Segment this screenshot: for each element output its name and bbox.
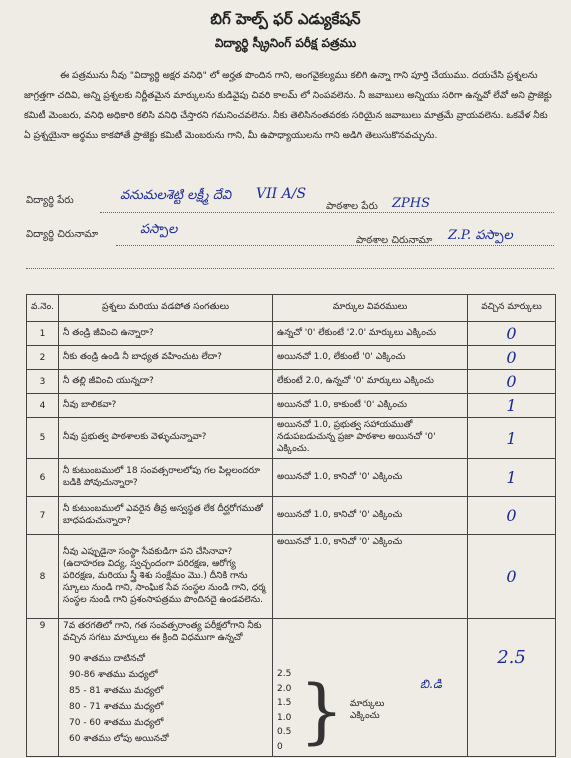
row-number: 4 — [27, 394, 59, 418]
screening-table — [26, 294, 556, 757]
marks-scale — [277, 667, 463, 754]
table-row — [27, 497, 556, 535]
header-marks: మార్కుల వివరములు — [273, 295, 468, 322]
row-question: నీవు ఎప్పుడైనా సంస్థా సేవకుడిగా పని చేసినావా? (ఉదాహరణ విద్య, స్వచ్ఛందంగా పరిరక్షణ, ఆరోగ్య పరిరక్షణ, మరియు స్త్రీ శిశు సంక్షేమం మొ.) దీనికి గాను స్కూలు నుండి గాని, సాంఘిక సేవ సంస్థల నుండి గాని, ధర్మ సంస్థల నుండి గాని ప్రశంసాపత్రము పొందినదై ఉండవలెను. — [59, 535, 273, 619]
row-marks-rule: అయినచో 1.0, ప్రభుత్వ సహాయముతో నడుపబడుచున్న ప్రజా పాఠశాల అయినచో '0' ఎక్కించు. — [273, 418, 468, 459]
school-name-label: పాఠశాల పేరు — [326, 201, 378, 212]
header-serial: వ.నెం. — [27, 295, 59, 322]
row-marks-rule: ఉన్నచో '0' లేకుంటే '2.0' మార్కులు ఎక్కించు — [273, 322, 468, 346]
table-row — [27, 418, 556, 459]
row-number: 8 — [27, 535, 59, 619]
school-address-label: పాఠశాల చిరునామా — [356, 235, 433, 246]
row-score: 1 — [506, 396, 517, 415]
student-name-field — [26, 194, 74, 208]
band-item: 80 - 71 శాతము మధ్యలో — [69, 702, 164, 712]
row-marks-rule: లేకుంటే 2.0, ఉన్నచో '0' మార్కులు ఎక్కించు — [273, 370, 468, 394]
table-row — [27, 619, 556, 757]
table-row — [27, 370, 556, 394]
row-marks-rule: అయినచో 1.0, కాకుంటే '0' ఎక్కించు — [273, 394, 468, 418]
row-score: 0 — [506, 567, 517, 586]
band-item: 85 - 81 శాతము మధ్యలో — [69, 686, 164, 696]
row-number: 2 — [27, 346, 59, 370]
row-number: 9 — [27, 619, 59, 757]
student-name-value: వనుమలశెట్టి లక్ష్మీ దేవి — [120, 188, 232, 203]
row-question: నీ కుటుంబములో ఎవరైన తీవ్ర అస్వస్థత లేక దీర్ఘరోగముతో బాధపడుచున్నారా? — [59, 497, 273, 535]
band-item: 90 శాతము దాటినచో — [69, 654, 146, 664]
school-address-value: Z.P. పస్పాల — [448, 228, 513, 243]
row-number: 3 — [27, 370, 59, 394]
form-title: విద్యార్థి స్క్రీనింగ్ పరీక్ష పత్రము — [214, 36, 357, 50]
row-score: 0 — [506, 348, 517, 367]
row-score: 1 — [506, 428, 517, 448]
scale-caption: మార్కులు ఎక్కించు — [349, 698, 385, 721]
header-question: ప్రశ్నలు మరియు వడపోత సంగతులు — [59, 295, 273, 322]
header-score: వచ్చిన మార్కులు — [468, 295, 556, 322]
row-number: 7 — [27, 497, 59, 535]
student-address-label: విద్యార్థి చిరునామా — [26, 229, 99, 240]
row-question: 7వ తరగతిలో గాని, గత సంవత్సరాంత్య పరీక్షలోగాని నీకు వచ్చిన సగటు మార్కులు ఈ క్రింది విధముగా ఉన్నచో — [63, 621, 262, 643]
scale-value: 1.0 — [277, 712, 292, 723]
student-class-value: VII A/S — [256, 186, 307, 202]
instructions-paragraph: ఈ పత్రమును నీవు "విద్యార్థి అక్షర వనిధి" లో అర్హత పొందిన గాని, అంగవైకల్యము కలిగి ఉన్నా గాని పూర్తి చేయుము. దయచేసి ప్రశ్నలను జాగ్రత్తగా చదివి, అన్ని ప్రశ్నలకు నిర్ణీతమైన మార్కులను కుడివైపు చివరి కాలమ్ లో నింపవలెను. నీ జవాబులు అన్నియు సరిగా ఉన్నవో లేవో అని ప్రాజెక్టు కమిటీ మెంబరు, వనిధి అధికారి కలిసి వనిధి చేస్తారని గమనించవలెను. నీకు తెలిసినంతవరకు సరియైన జవాబులు మాత్రమే వ్రాయవలెను. ఒకవేళ నీకు ఏ ప్రశ్నయైనా అర్థము కాకపోతే ప్రాజెక్టు కమిటీ మెంబరును గాని, మీ ఉపాధ్యాయులను గాని అడిగి తెలుసుకొనవచ్చును. — [24, 70, 552, 141]
percentage-bands — [69, 651, 268, 747]
band-item: 70 - 60 శాతము మధ్యలో — [69, 718, 164, 728]
band-item: 90-86 శాతము మధ్యలో — [69, 670, 158, 680]
scale-value: 1.5 — [277, 698, 292, 708]
row-question: నీ కుటుంబములో 18 సంవత్సరాలలోపు గల పిల్లలందరూ బడికి పోవుచున్నారా? — [59, 459, 273, 497]
scale-value: 2.0 — [277, 683, 292, 694]
row-question: నీవు బాలికవా? — [59, 394, 273, 418]
scale-values — [277, 667, 291, 754]
student-address-value: పస్పాల — [140, 222, 178, 237]
row-question: నీకు తండ్రి ఉండి నీ బాధ్యత వహించుట లేదా? — [59, 346, 273, 370]
row-marks-rule: అయినచో 1.0, కానిచో '0' ఎక్కించు — [273, 497, 468, 535]
scale-value: 2.5 — [277, 669, 292, 679]
table-row — [27, 322, 556, 346]
row-question: నీ తండ్రి జీవించి ఉన్నారా? — [59, 322, 273, 346]
handwritten-tick: బి.డి — [419, 677, 442, 691]
row-marks-rule: అయినచో 1.0, లేకుంటే '0' ఎక్కించు — [273, 346, 468, 370]
row-number: 6 — [27, 459, 59, 497]
student-address-field — [26, 228, 98, 242]
row-score: 0 — [506, 324, 517, 343]
table-header-row — [27, 295, 556, 322]
row-marks-rule: అయినచో 1.0, కానిచో '0' ఎక్కించు — [273, 459, 468, 497]
row-question: నీ తల్లి జీవించి యున్నదా? — [59, 370, 273, 394]
org-title: బిగ్ హెల్ప్ ఫర్ ఎడ్యుకేషన్ — [210, 10, 361, 28]
row-score: 1 — [506, 468, 517, 487]
curly-brace: } — [299, 669, 344, 752]
address-dotted-line — [116, 245, 554, 246]
school-name-value: ZPHS — [392, 196, 431, 211]
row-score: 0 — [506, 372, 517, 391]
scale-value: 0 — [277, 741, 283, 752]
row-marks-rule: అయినచో 1.0, కానిచో '0' ఎక్కించు — [273, 535, 468, 619]
table-row — [27, 394, 556, 418]
table-row — [27, 535, 556, 619]
student-name-label: విద్యార్థి పేరు — [26, 195, 74, 206]
row-number: 1 — [27, 322, 59, 346]
row-score: 0 — [506, 506, 517, 525]
row-question: నీవు ప్రభుత్వ పాఠశాలకు వెళ్ళుచున్నావా? — [59, 418, 273, 459]
band-item: 60 శాతము లోపు అయినచో — [69, 734, 169, 744]
name-dotted-line — [100, 212, 554, 213]
table-row — [27, 459, 556, 497]
blank-dotted-line — [26, 268, 554, 269]
scale-value: 0.5 — [277, 727, 292, 737]
table-row — [27, 346, 556, 370]
row-number: 5 — [27, 418, 59, 459]
row-score: 2.5 — [497, 647, 526, 668]
